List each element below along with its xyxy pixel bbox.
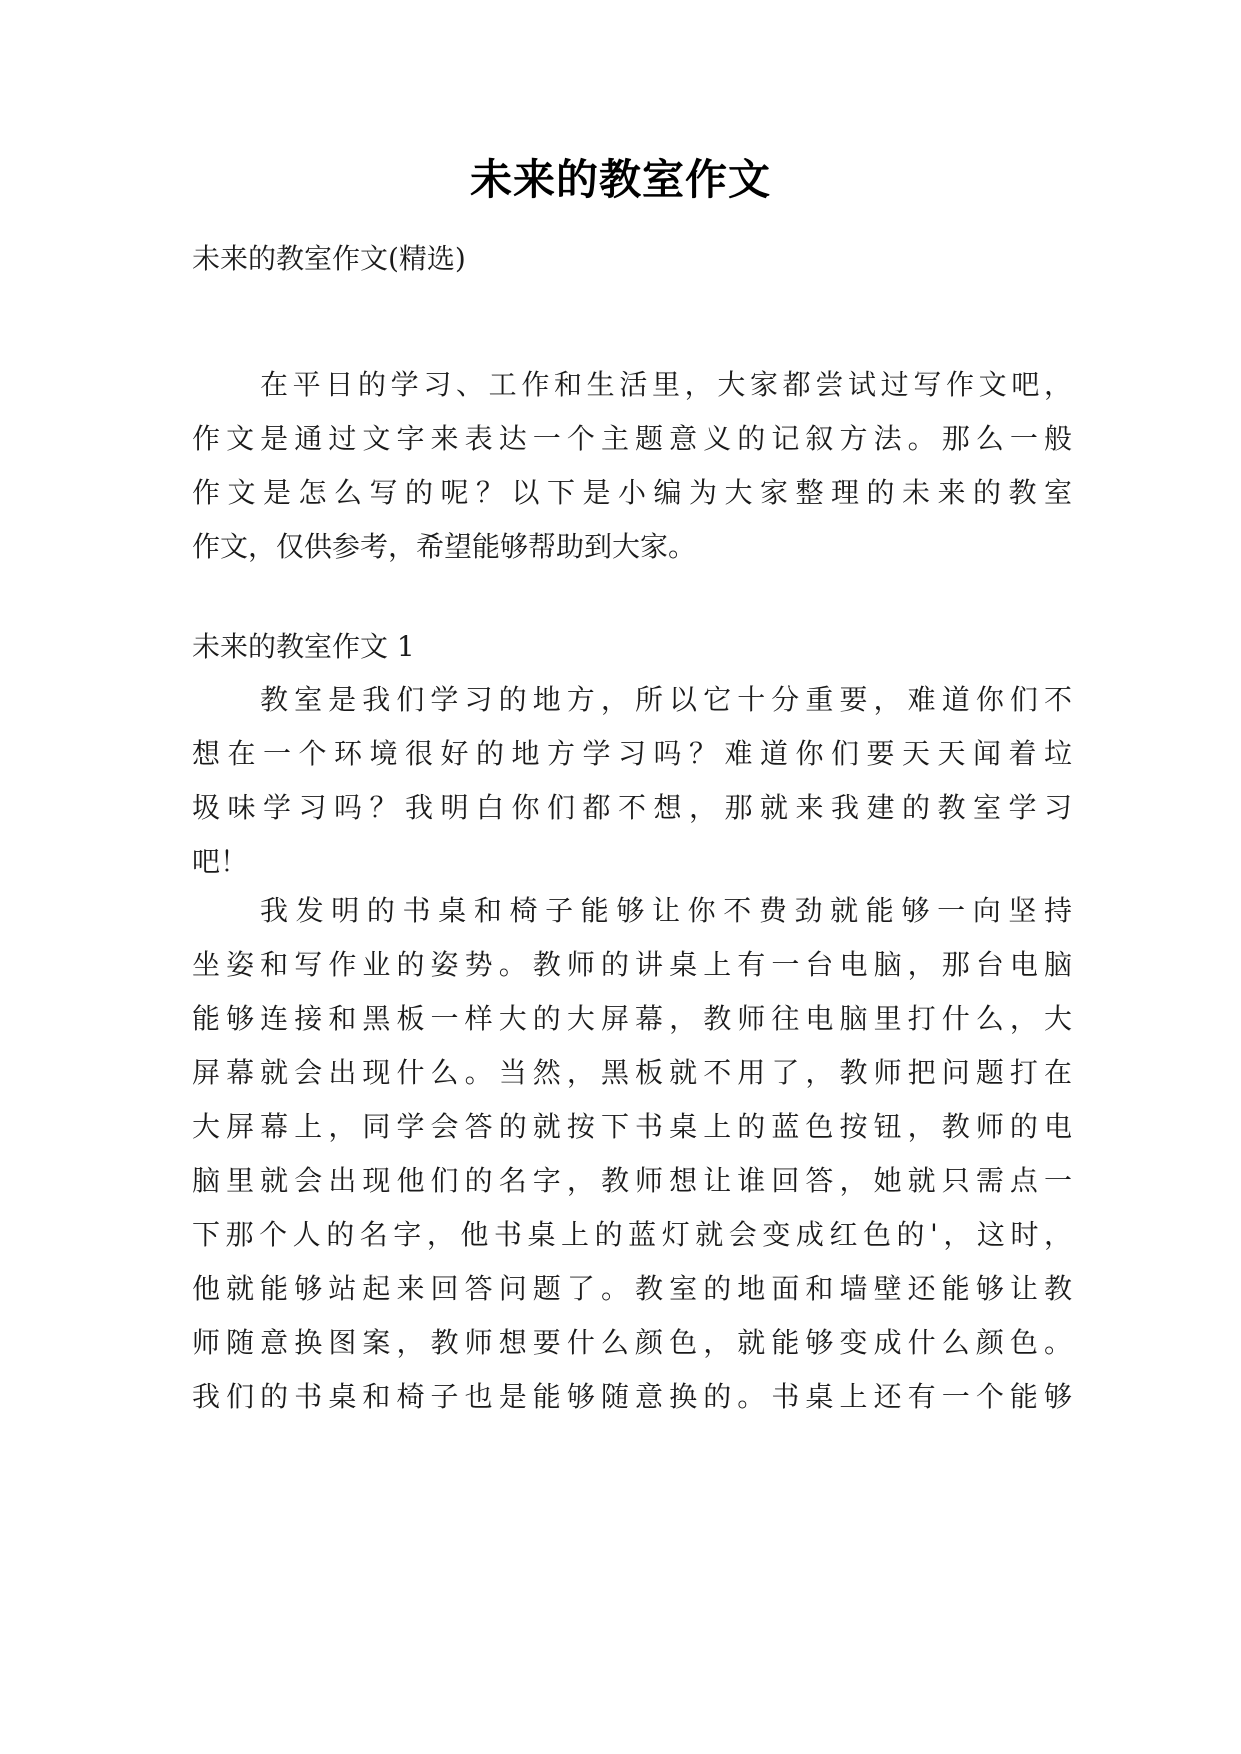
- para1-line: 圾味学习吗？我明白你们都不想，那就来我建的教室学习: [192, 791, 1072, 824]
- para2-line: 他就能够站起来回答问题了。教室的地面和墙壁还能够让教: [192, 1272, 1072, 1305]
- para2-line: 我发明的书桌和椅子能够让你不费劲就能够一向坚持: [260, 894, 1072, 927]
- section-heading: 未来的教室作文 1: [192, 630, 415, 663]
- para1-line: 吧！: [192, 845, 249, 878]
- para2-line: 能够连接和黑板一样大的大屏幕，教师往电脑里打什么，大: [192, 1002, 1072, 1035]
- intro-line: 作文是通过文字来表达一个主题意义的记叙方法。那么一般: [192, 422, 1072, 455]
- para2-line: 脑里就会出现他们的名字，教师想让谁回答，她就只需点一: [192, 1164, 1072, 1197]
- para2-line: 大屏幕上，同学会答的就按下书桌上的蓝色按钮，教师的电: [192, 1110, 1072, 1143]
- intro-line: 在平日的学习、工作和生活里，大家都尝试过写作文吧，: [260, 368, 1072, 401]
- para2-line: 坐姿和写作业的姿势。教师的讲桌上有一台电脑，那台电脑: [192, 948, 1072, 981]
- para2-line: 下那个人的名字，他书桌上的蓝灯就会变成红色的'，这时，: [192, 1218, 1072, 1251]
- intro-line: 作文，仅供参考，希望能够帮助到大家。: [192, 530, 697, 563]
- intro-line: 作文是怎么写的呢？以下是小编为大家整理的未来的教室: [192, 476, 1072, 509]
- document-title: 未来的教室作文: [469, 155, 771, 204]
- para2-line: 师随意换图案，教师想要什么颜色，就能够变成什么颜色。: [192, 1326, 1072, 1359]
- para2-line: 我们的书桌和椅子也是能够随意换的。书桌上还有一个能够: [192, 1380, 1072, 1413]
- para1-line: 教室是我们学习的地方，所以它十分重要，难道你们不: [260, 683, 1072, 716]
- para2-line: 屏幕就会出现什么。当然，黑板就不用了，教师把问题打在: [192, 1056, 1072, 1089]
- para1-line: 想在一个环境很好的地方学习吗？难道你们要天天闻着垃: [192, 737, 1072, 770]
- document-subtitle: 未来的教室作文(精选): [192, 242, 466, 275]
